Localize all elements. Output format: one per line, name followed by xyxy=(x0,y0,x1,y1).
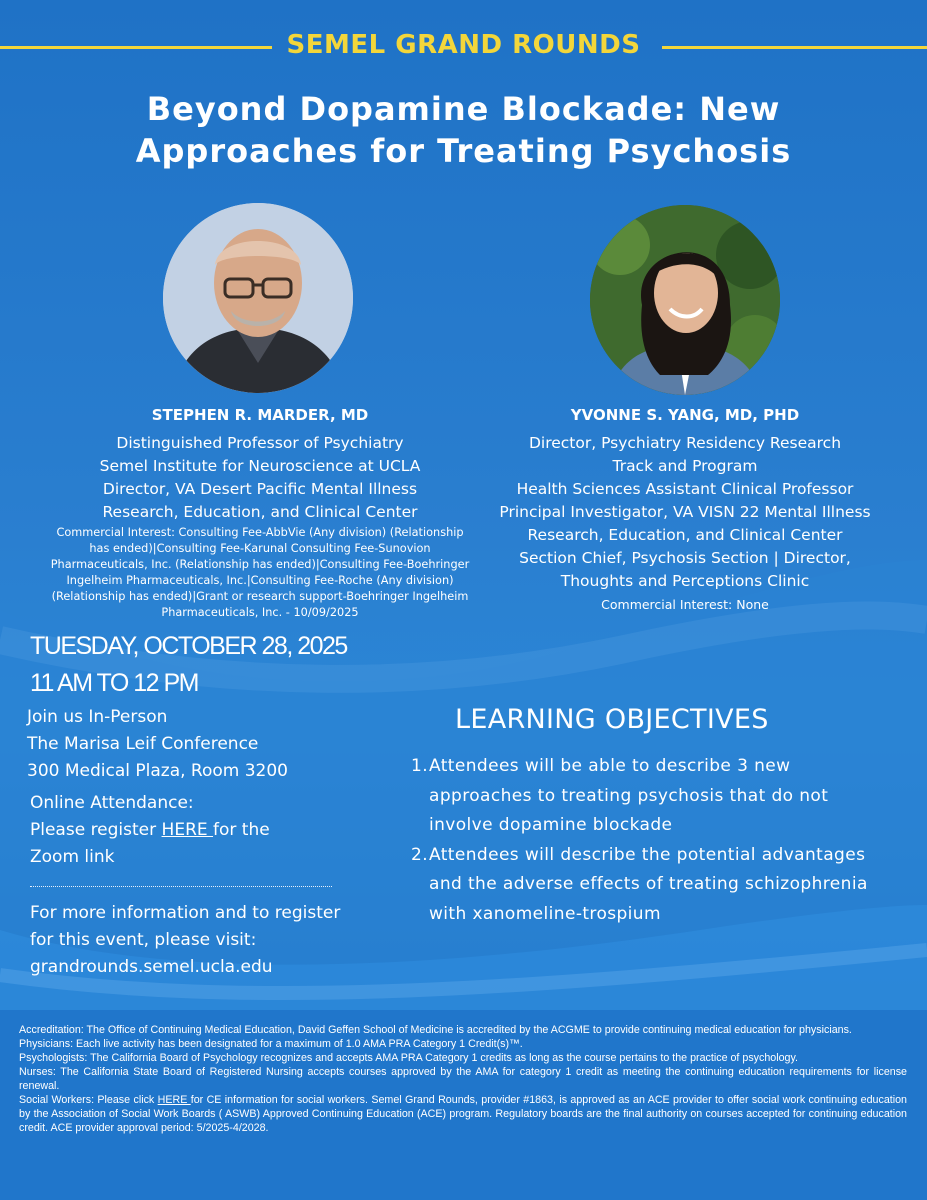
speaker-name-marder: STEPHEN R. MARDER, MD xyxy=(151,406,369,424)
commercial-interest-marder: Commercial Interest: Consulting Fee-AbbVie (Any division) (Relationship has ended)|Consulting Fee-Karunal Consulting Fee-Sunovion Pharmaceuticals, Inc. (Relationship has ended)|Consulting Fee-Boehringer Ingelheim Pharmaceuticals, Inc.|Consulting Fee-Roche (Any division) (Relationship has ended)|Grant or research support-Boehringer Ingelheim Pharmaceuticals, Inc. - 10/09/2025 xyxy=(50,526,470,619)
speaker-photo-marder xyxy=(163,203,353,393)
zoom-register-link[interactable]: HERE xyxy=(161,820,214,840)
accreditation-footer: Accreditation: The Office of Continuing Medical Education, David Geffen School of Medicine is accredited by the ACGME to provide continuing medical education for physicians. Physicians: Each live activity has been designated for a maximum of 1.0 AMA PRA Category 1 Credit(s)™. Psychologists: The California Board of Psychology recognizes and accepts AMA PRA Category 1 credits as long as the course pertains to the practice of psychology. Nurses: The California State Board of Registered Nursing accepts courses approved by the AMA for category 1 credit as meeting the continuing education requirements for license renewal. Social Workers: Please click HERE for CE information for social workers. Semel Grand Rounds, provider #1863, is approved as an ACE provider to offer social work continuing education by the Association of Social Work Boards ( ASWB) Approved Continuing Education (ACE) program. Regulatory boards are the final authority on courses accepted for continuing education credit. ACE provider approval period: 5/2025-4/2028. xyxy=(19,1024,907,1134)
social-work-ce-link[interactable]: HERE xyxy=(157,1094,191,1106)
event-date: TUESDAY, OCTOBER 28, 2025 xyxy=(30,632,347,660)
speaker-titles-yang: Director, Psychiatry Residency Research Track and Program Health Sciences Assistant Clinical Professor Principal Investigator, VA VISN 22 Mental Illness Research, Education, and Clinical Center Section Chief, Psychosis Section | Director, Thoughts and Perceptions Clinic xyxy=(499,434,871,590)
divider xyxy=(30,886,332,887)
objective-item: 2. Attendees will describe the potential advantages and the adverse effects of treating schizophrenia with xanomeline-trospium xyxy=(411,844,868,924)
event-url[interactable]: grandrounds.semel.ucla.edu xyxy=(30,957,273,977)
speaker-name-yang: YVONNE S. YANG, MD, PHD xyxy=(570,406,800,424)
event-title: Beyond Dopamine Blockade: New Approaches for Treating Psychosis xyxy=(135,90,792,170)
learning-objectives-list xyxy=(411,752,911,929)
objective-item: 1. Attendees will be able to describe 3 new approaches to treating psychosis that do not involve dopamine blockade xyxy=(411,756,829,835)
series-label: SEMEL GRAND ROUNDS xyxy=(286,30,641,60)
venue-info: Join us In-Person The Marisa Leif Conference 300 Medical Plaza, Room 3200 xyxy=(27,707,289,781)
learning-objectives-heading: LEARNING OBJECTIVES xyxy=(455,704,769,735)
event-time: 11 AM TO 12 PM xyxy=(30,669,198,697)
online-attendance: Online Attendance: Please register HERE for the Zoom link xyxy=(30,793,270,867)
speaker-titles-marder: Distinguished Professor of Psychiatry Semel Institute for Neuroscience at UCLA Director, VA Desert Pacific Mental Illness Research, Education, and Clinical Center xyxy=(99,434,421,521)
commercial-interest-yang: Commercial Interest: None xyxy=(601,597,769,612)
event-datetime xyxy=(30,628,347,702)
more-info: For more information and to register for this event, please visit: grandrounds.semel.ucla.edu xyxy=(30,900,340,981)
speaker-photo-yang xyxy=(590,205,780,395)
